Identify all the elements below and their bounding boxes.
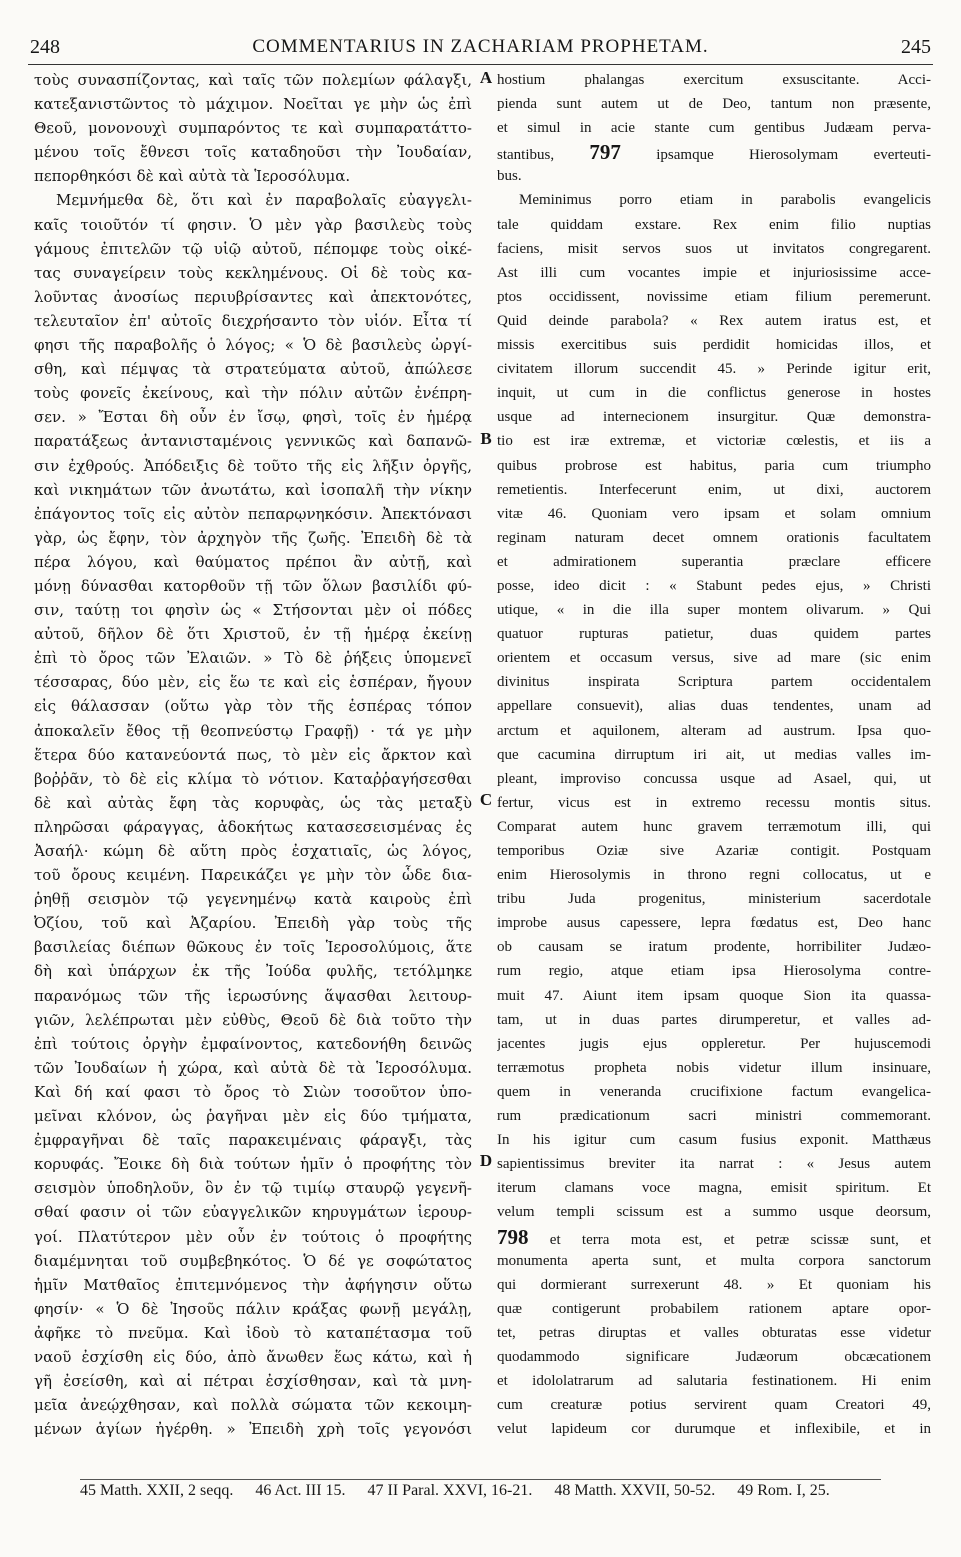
greek-line: γοί. Πλατύτερον μὲν οὖν ἐν τούτοις ὁ προφήτης <box>34 1227 472 1246</box>
greek-line: λοῦντας ἀνοσίως περιυβρίσαντες καὶ ἀπεκτονότες, <box>34 287 472 306</box>
latin-line: quatuor rupturas patietur, duas quidem partes <box>497 626 931 643</box>
latin-line: reginam naturam decet omnem orationis facultatem <box>497 529 931 546</box>
latin-line: muit 47. Aiunt item ipsam quoque Sion ita quassa- <box>497 987 931 1004</box>
margin-letter-b: B <box>480 429 492 448</box>
latin-line: cum creaturæ potius servirent quam Creatori 49, <box>497 1397 931 1414</box>
latin-line: arctum et aquilonem, alteram ad austrum. Ipsa quo- <box>497 722 931 739</box>
greek-line: φησι τῆς παραβολῆς ὁ λόγος; « Ὁ δὲ βασιλεὺς ὠργί- <box>34 336 472 355</box>
greek-line: μένων ἁγίων ἠγέρθη. » Ἐπειδὴ χρὴ τοῖς γεγονόσι <box>34 1420 472 1439</box>
greek-line: μεῖναι κλόνον, ὡς ῥαγῆναι μὲν εἰς δύο τμήματα, <box>34 1107 472 1126</box>
greek-line: τῶν Ἰουδαίων ἡ χώρα, καὶ αὐτὰ δὲ τὰ Ἱεροσόλυμα. <box>34 1058 472 1077</box>
latin-line: divinitus inspirata Scriptura partem occidentalem <box>497 674 931 691</box>
latin-line: et simul in acie stante cum gentibus Judæam perva- <box>497 120 931 137</box>
latin-line: posse, ideo dicit : « Stabunt pedes ejus, » Christi <box>497 577 931 594</box>
greek-line: δὴ καὶ ὑπάρχων ἐκ τῆς Ἰούδα φυλῆς, τετόλμηκε <box>34 962 472 981</box>
latin-line: que cacumina dirruptum iri ait, ut medias valles im- <box>497 746 931 763</box>
greek-line: ἀποκαλεῖν ἔθος τῇ θεοπνεύστῳ Γραφῇ) · τά γε μὴν <box>34 721 472 740</box>
greek-line: ναοῦ ἐσχίσθη εἰς δύο, ἀπὸ ἄνωθεν ἕως κάτω, καὶ ἡ <box>34 1347 472 1366</box>
latin-line: iterum clamans voce magna, emisit spiritum. Et <box>497 1180 931 1197</box>
latin-line: tio est iræ extremæ, et victoriæ cœlestis, et iis a <box>497 433 931 450</box>
latin-line: Comparat autem hunc gravem terræmotum illi, qui <box>497 818 931 835</box>
margin-letter-a: A <box>479 68 493 87</box>
greek-line: τοῦ ὄρους κειμένη. Παρεικάζει γε μὴν τὸν ὧδε δια- <box>34 866 472 885</box>
latin-line: faciens, misit servos suos ut invitatos congregarent. <box>497 240 931 257</box>
margin-letter-d: D <box>479 1151 493 1170</box>
latin-line: quodammodo significare Judæorum obcæcationem <box>497 1348 931 1365</box>
footnote: 45 Matth. XXII, 2 seqq. <box>80 1482 234 1499</box>
greek-line: τας συναγείρειν τοὺς κεκλημένους. Οἱ δὲ τοὺς κα- <box>34 263 472 282</box>
greek-line: εἰς θάλασσαν (οὕτω γὰρ τὸν τῆς ἑσπέρας τόπον <box>34 697 472 716</box>
latin-line: et admirationem superantia præclare efficere <box>497 553 931 570</box>
latin-line: tale quiddam exstare. Rex enim filio nuptias <box>497 216 931 233</box>
footnote-rule <box>80 1479 881 1480</box>
latin-line: temporibus Oziæ sive Azariæ contigit. Postquam <box>497 843 931 859</box>
greek-line: τελευταῖον ἐπ' αὐτοῖς διεχρήσαντο τὸν υἱόν. Εἶτα τί <box>34 311 472 330</box>
latin-line: improbe ausus capessere, lepra fœdatus est, Deo hanc <box>497 915 931 932</box>
greek-line: σθη, καὶ πέμψας τὰ στρατεύματα αὐτοῦ, ἀπώλεσε <box>34 360 472 379</box>
footnote: 49 Rom. I, 25. <box>737 1482 830 1499</box>
latin-line: vitæ 46. Quoniam vero ipsam et solam omnium <box>497 505 931 522</box>
greek-line: πέρα λόγου, καὶ θαύματος πρέποι ἂν αὐτῇ, καὶ <box>34 552 472 571</box>
footnote: 48 Matth. XXVII, 50-52. <box>554 1482 716 1499</box>
latin-line: hostium phalangas exercitum exsuscitante. Acci- <box>497 72 931 88</box>
latin-line: In his igitur cum casum fusius exponit. Matthæus <box>497 1132 931 1149</box>
greek-line: βοῤῥᾶν, τὸ δὲ εἰς κλίμα τὸ νότιον. Καταῤῥαγήσεσθαι <box>34 769 472 788</box>
footnotes <box>80 1482 921 1500</box>
latin-line: Ast illi cum vocantes impie et injuriosissime acce- <box>497 264 931 281</box>
greek-line: μόνῃ δύνασθαι κατορθοῦν τῇ τῶν ὅλων βασιλίδι φύ- <box>34 576 472 595</box>
latin-line: usque ad internecionem insurgitur. Quæ demonstra- <box>497 409 931 426</box>
latin-line: orientem et occasum versus, sive ad mare (sic enim <box>497 650 931 667</box>
latin-line: rum prædicationum sacri ministri commemorant. <box>497 1108 931 1125</box>
greek-line: τέσσαρας, δύο μὲν, εἰς ἕω τε καὶ εἰς ἑσπέραν, ἤγουν <box>34 673 472 692</box>
greek-line: Ἀσαήλ· κώμη δὲ αὕτη πρὸς ἐσχατιαῖς, ὡς λόγος, <box>34 842 472 860</box>
greek-line: σεισμὸν ὑποδηλοῦν, ὃν ἐν τῷ τιμίῳ σταυρῷ γεγενῆ- <box>34 1179 472 1198</box>
latin-line: stantibus, 797 ipsamque Hierosolymam everteuti- <box>497 140 931 165</box>
latin-line: pleant, improviso concussa usque ad Asael, qui, ut <box>497 770 931 787</box>
greek-line: σιν, ταύτῃ τοι φησὶν ὡς « Στήσονται μὲν οἱ πόδες <box>34 601 472 620</box>
greek-line: ῥηθῇ σεισμὸν τῷ γεγενημένῳ κατὰ καιροὺς ἐπὶ <box>34 890 472 909</box>
footnote: 47 II Paral. XXVI, 16-21. <box>367 1482 533 1499</box>
greek-line: γάμους ἐπιτελῶν τῷ υἱῷ αὐτοῦ, πέπομφε τοὺς οἰκέ- <box>34 239 472 258</box>
latin-line: tet, petras diruptas et valles obturatas esse videtur <box>497 1324 931 1341</box>
greek-line: κατεξανιστῶντος τὸ μάχιμον. Νοεῖται γε μὴν ὡς ἐπὶ <box>34 95 472 114</box>
greek-line: τοὺς συνασπίζοντας, καὶ ταῖς τῶν πολεμίων φάλαγξι, <box>34 71 472 89</box>
latin-column <box>497 68 931 1441</box>
greek-line: παρανόμως τῶν τῆς ἱερωσύνης ἅψασθαι λειτουρ- <box>34 986 472 1005</box>
greek-line: πεπορθηκόσι δὲ καὶ αὐτὰ τὰ Ἱεροσόλυμα. <box>34 167 351 186</box>
latin-line: fertur, vicus est in extremo recessu montis situs. <box>497 794 931 811</box>
latin-line: ptos occidissent, novissime etiam filium peremerunt. <box>497 288 931 305</box>
greek-line: ἐπάγοντος τοῖς εἰς αὐτὸν πεπαρῳνηκόσιν. Ἀπεκτόνασι <box>34 504 472 523</box>
greek-line: μένου τοῖς ἔθνεσι τοῖς καταδηοῦσι τὴν Ἰουδαίαν, <box>34 143 472 162</box>
latin-line: jacentes jugis ejus oppleretur. Per hujuscemodi <box>497 1035 931 1052</box>
greek-line: σθαί φασιν οἱ τῶν εὐαγγελικῶν κηρυγμάτων ἱερουρ- <box>34 1203 472 1222</box>
latin-line: appellare consuevit), alias duas tendentes, unam ad <box>497 698 931 715</box>
latin-line: remetientis. Interfecerunt enim, ut dixi, auctorem <box>497 481 931 498</box>
latin-line: velum templi scissum est a summo usque deorsum, <box>497 1204 931 1221</box>
greek-line: κορυφάς. Ἔοικε δὴ διὰ τούτων ἡμῖν ὁ προφήτης τὸν <box>34 1155 472 1174</box>
latin-line: quæ contigerunt probabilem rationem aptare opor- <box>497 1300 931 1317</box>
greek-line: μεῖα ἀνεῴχθησαν, καὶ πολλὰ σώματα τῶν κεκοιμη- <box>34 1396 472 1415</box>
latin-line: sapientissimus breviter ita narrat : « Jesus autem <box>497 1156 931 1173</box>
greek-line: πληρῶσαι φάραγγας, ἀδοκήτως κατασεσεισμένας ἐς <box>34 817 472 836</box>
latin-line: utique, « in die illa super montem olivarum. » Qui <box>497 602 931 619</box>
greek-line: ἀφῆκε τὸ πνεῦμα. Καὶ ἰδοὺ τὸ καταπέτασμα τοῦ <box>34 1323 472 1342</box>
greek-line: Καὶ δή καί φασι τὸ ὄρος τὸ Σιὼν τοσοῦτον ὑπο- <box>34 1082 472 1101</box>
greek-line: Ὀζίου, τοῦ καὶ Ἀζαρίου. Ἐπειδὴ γὰρ τοὺς τῆς <box>34 914 472 933</box>
latin-line: monumenta aperta sunt, et multa corpora sanctorum <box>497 1252 931 1269</box>
latin-line: rum regio, atque etiam ipsa Hierosolyma contre- <box>497 963 931 980</box>
greek-line: διαμέμνηται τοῦ συμβεβηκότος. Ὁ δέ γε σοφώτατος <box>34 1251 472 1270</box>
page-header <box>30 36 931 66</box>
latin-line: terræmotus propheta nobis videtur illum insinuare, <box>497 1059 931 1076</box>
greek-line: ἐμφραγῆναι δὲ ταῖς παρακειμέναις φάραγξι, τὰς <box>34 1131 472 1150</box>
latin-line: inquit, ut cum in die conflictus generose in hostes <box>497 385 931 402</box>
greek-line: βασιλείας διέπων θῶκους ἐν τοῖς Ἱεροσολύμοις, ἅτε <box>34 938 472 957</box>
greek-line: καῖς τοιοῦτόν τί φησιν. Ὁ μὲν γὰρ βασιλεὺς τοὺς <box>34 215 472 234</box>
greek-line: ἡμῖν Ματθαῖος ἐπιτεμνόμενος τὴν ἀφήγησιν οὕτω <box>34 1275 472 1294</box>
latin-line: quem in veneranda crucifixione factum evangelica- <box>497 1083 931 1100</box>
latin-line: civitatem illorum succendit 45. » Perinde igitur erit, <box>497 361 931 378</box>
latin-line: 798 et terra mota est, et petræ scissæ sunt, et <box>497 1224 931 1249</box>
latin-line: velut lapideum cor durumque et inflexibile, et in <box>497 1421 931 1438</box>
latin-line: et idololatrarum ad salutaria festinationem. Hi enim <box>497 1373 931 1390</box>
latin-line: ob causam se iratum prodente, horribiliter Judæo- <box>497 939 931 956</box>
latin-line: quibus probrose est habitus, paria cum triumpho <box>497 457 931 474</box>
greek-line: ἕτερα δύο κατανεύοντά πως, τὸ μὲν εἰς ἄρκτον καὶ <box>34 745 472 764</box>
greek-line: παρατάξεως ἀντανισταμένοις γεννικῶς καὶ δαπανῶ- <box>34 432 472 451</box>
greek-line: σεν. » Ἔσται δὴ οὖν ἐν ἴσῳ, φησὶ, τοῖς ἐν ἡμέρᾳ <box>34 408 472 427</box>
greek-line: Μεμνήμεθα δὲ, ὅτι καὶ ἐν παραβολαῖς εὐαγγελι- <box>56 191 472 210</box>
latin-line: tribu Juda progenitus, ministerium sacerdotale <box>497 891 931 908</box>
latin-line: Quid deinde parabola? « Rex autem iratus est, et <box>497 312 931 329</box>
greek-line: ἐπὶ τὸ ὄρος τῶν Ἐλαιῶν. » Τὸ δὲ ῥήξεις ὑπομενεῖ <box>34 649 472 668</box>
greek-line: ἐπὶ τούτοις ὀργὴν ἐμφαίνοντος, κατεδονήθη δεινῶς <box>34 1034 472 1053</box>
latin-line: bus. <box>497 168 522 185</box>
greek-line: γιῶν, λελέπρωται μὲν εὐθὺς, Θεοῦ δὲ διὰ τοῦτο τὴν <box>34 1010 472 1029</box>
greek-line: σιν ἐχθρούς. Ἀπόδειξις δὲ τοῦτο τῆς εἰς λῆξιν ὀργῆς, <box>34 456 472 475</box>
greek-line: φησίν· « Ὁ δὲ Ἰησοῦς πάλιν κράξας φωνῇ μεγάλῃ, <box>34 1299 472 1318</box>
latin-line: Meminimus porro etiam in parabolis evangelicis <box>519 192 931 209</box>
greek-column <box>34 68 472 1441</box>
greek-line: γῆ ἐσείσθη, καὶ αἱ πέτραι ἐσχίσθησαν, καὶ τὰ μνη- <box>34 1372 472 1391</box>
latin-line: missis exercitibus suis perdidit homicidas illos, et <box>497 337 931 354</box>
greek-line: τοὺς φονεῖς ἐκείνους, καὶ τὴν πόλιν αὐτῶν ἐνέπρη- <box>34 384 472 403</box>
greek-line: δὲ καὶ αὐτὰς ἔφη τὰς κορυφὰς, ὡς τὰς μεταξὺ <box>34 793 472 812</box>
greek-line: καὶ νικημάτων τῶν ἀνωτάτω, καὶ ἰσοπαλῆ τὴν νίκην <box>34 480 472 499</box>
greek-line: αὐτοῦ, δῆλον δὲ ὅτι Χριστοῦ, ἐν τῇ ἡμέρᾳ ἐκείνῃ <box>34 625 472 644</box>
latin-line: enim Hierosolymis in throno regni collocatus, ut e <box>497 867 931 884</box>
latin-line: tam, ut in duas partes dirumperetur, et valles ad- <box>497 1011 931 1028</box>
left-page-number: 248 <box>30 36 60 58</box>
right-page-number: 245 <box>901 36 931 58</box>
latin-line: qui dormierant surrexerunt 48. » Et quoniam his <box>497 1276 931 1293</box>
footnote: 46 Act. III 15. <box>255 1482 346 1499</box>
running-title: COMMENTARIUS IN ZACHARIAM PROPHETAM. <box>252 36 709 57</box>
header-rule <box>28 64 933 65</box>
margin-letter-c: C <box>479 790 493 809</box>
greek-line: Θεοῦ, μονονουχὶ συμπαρόντος τε καὶ συμπαρατάττο- <box>34 119 472 138</box>
greek-line: γὰρ, ὡς ἔφην, τὸν ἀρχηγὸν τῆς ζωῆς. Ἐπειδὴ δὲ τὰ <box>34 528 472 547</box>
latin-line: pienda sunt autem ut de Deo, tantum non præsente, <box>497 96 931 113</box>
